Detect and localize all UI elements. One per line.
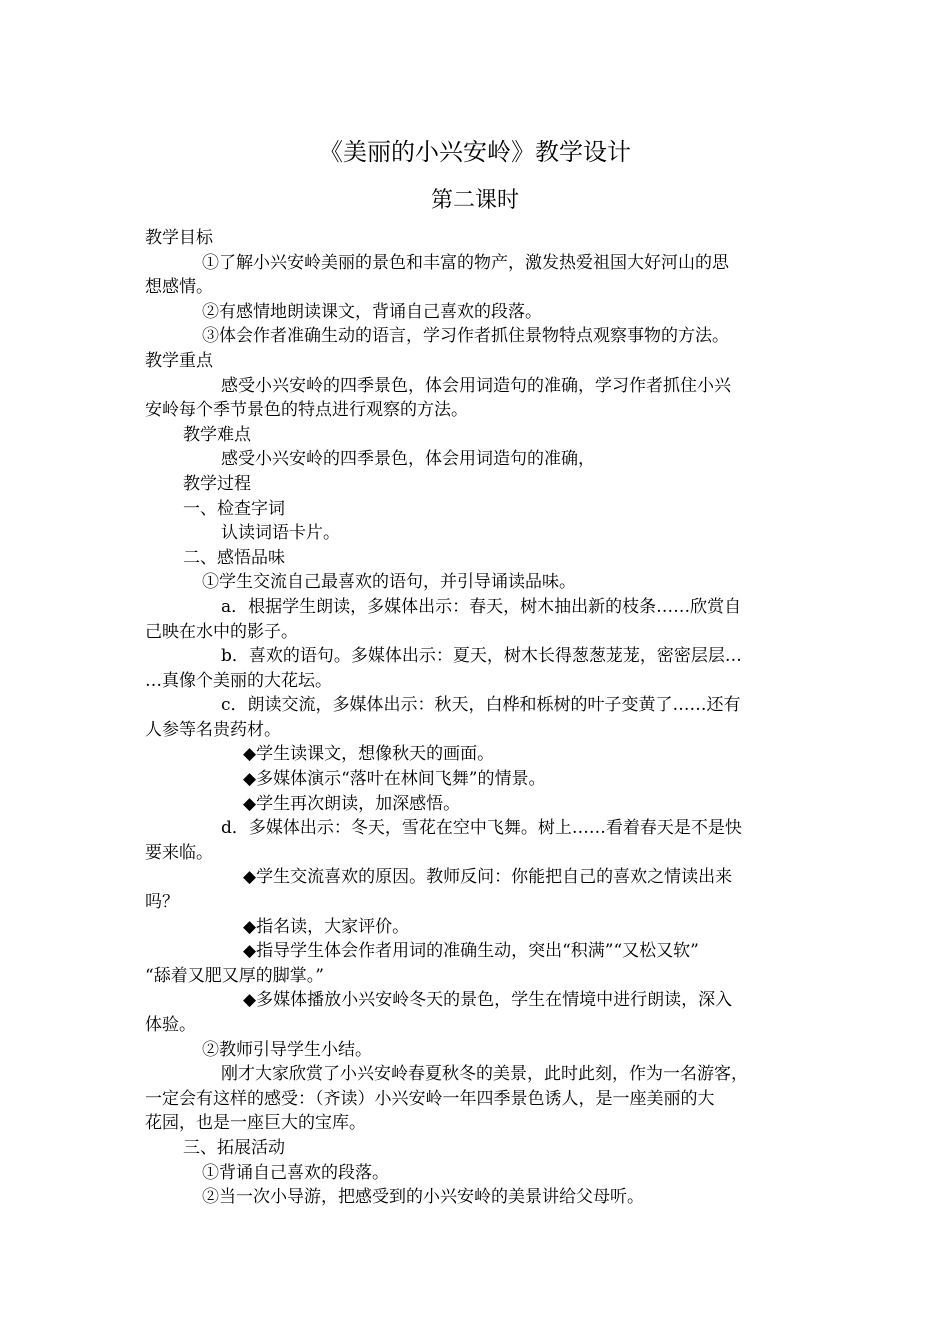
summary-text-cont-2: 花园，也是一座巨大的宝库。	[145, 1113, 366, 1134]
activity-1: ①背诵自己喜欢的段落。	[202, 1162, 389, 1183]
item-a-cont: 己映在水中的影子。	[145, 621, 298, 642]
difficulties-text: 感受小兴安岭的四季景色，体会用词造句的准确，	[221, 449, 595, 470]
objective-1: ①了解小兴安岭美丽的景色和丰富的物产，激发热爱祖国大好河山的思	[202, 252, 729, 273]
lesson-subtitle: 第二课时	[430, 188, 519, 213]
bullet-d-3-cont: “舔着又肥又厚的脚掌。”	[145, 965, 324, 986]
objective-2: ②有感情地朗读课文，背诵自己喜欢的段落。	[202, 301, 542, 322]
objective-3: ③体会作者准确生动的语言，学习作者抓住景物特点观察事物的方法。	[202, 326, 729, 347]
item-d-cont: 要来临。	[145, 842, 213, 863]
document-body	[145, 226, 817, 1210]
item-d: d．多媒体出示：冬天，雪花在空中飞舞。树上……看着春天是不是快	[221, 818, 742, 839]
heading-process: 教学过程	[183, 473, 251, 494]
objective-1-cont: 想感情。	[145, 277, 213, 298]
step-1: ①学生交流自己最喜欢的语句，并引导诵读品味。	[202, 572, 576, 593]
section-1-heading: 一、检查字词	[183, 498, 285, 519]
bullet-d-4: ◆多媒体播放小兴安岭冬天的景色，学生在情境中进行朗读，深入	[243, 990, 733, 1011]
bullet-c-3: ◆学生再次朗读，加深感悟。	[243, 793, 461, 814]
section-1-text: 认读词语卡片。	[221, 523, 340, 544]
item-a: a．根据学生朗读，多媒体出示：春天，树木抽出新的枝条……欣赏自	[221, 596, 742, 617]
bullet-d-4-cont: 体验。	[145, 1015, 196, 1035]
step-2: ②教师引导学生小结。	[202, 1039, 372, 1060]
summary-text: 刚才大家欣赏了小兴安岭春夏秋冬的美景，此时此刻，作为一名游客，	[221, 1064, 748, 1085]
heading-key-points: 教学重点	[145, 350, 213, 371]
heading-objectives: 教学目标	[145, 228, 213, 248]
bullet-d-1-cont: 吗？	[145, 892, 179, 913]
section-3-heading: 三、拓展活动	[183, 1137, 285, 1158]
key-points-text-cont: 安岭每个季节景色的特点进行观察的方法。	[145, 400, 468, 421]
item-c: c．朗读交流，多媒体出示：秋天，白桦和栎树的叶子变黄了……还有	[221, 695, 741, 716]
bullet-d-2: ◆指名读，大家评价。	[243, 916, 410, 937]
key-points-text: 感受小兴安岭的四季景色，体会用词造句的准确，学习作者抓住小兴	[221, 375, 731, 396]
heading-difficulties: 教学难点	[183, 424, 251, 445]
bullet-d-1: ◆学生交流喜欢的原因。教师反问：你能把自己的喜欢之情读出来	[243, 867, 733, 888]
bullet-c-2: ◆多媒体演示“落叶在林间飞舞”的情景。	[243, 769, 546, 790]
item-b-cont: …真像个美丽的大花坛。	[145, 670, 332, 691]
item-c-cont: 人参等名贵药材。	[145, 719, 281, 740]
bullet-c-1: ◆学生读课文，想像秋天的画面。	[243, 744, 495, 765]
activity-2: ②当一次小导游，把感受到的小兴安岭的美景讲给父母听。	[202, 1187, 644, 1208]
document-title: 《美丽的小兴安岭》教学设计	[319, 138, 631, 166]
item-b: b．喜欢的语句。多媒体出示：夏天，树木长得葱葱茏茏，密密层层…	[221, 646, 742, 667]
section-2-heading: 二、感悟品味	[183, 547, 285, 568]
bullet-d-3: ◆指导学生体会作者用词的准确生动，突出“积满”“又松又软”	[243, 941, 699, 962]
summary-text-cont-1: 一定会有这样的感受：（齐读）小兴安岭一年四季景色诱人，是一座美丽的大	[145, 1088, 715, 1109]
